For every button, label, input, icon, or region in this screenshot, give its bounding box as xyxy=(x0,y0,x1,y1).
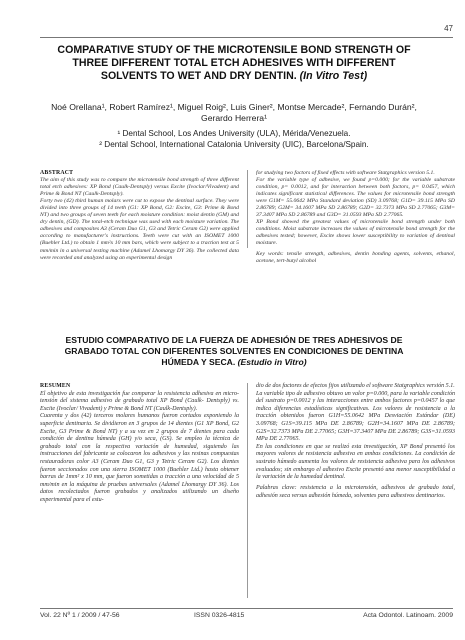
abstract-paragraph: The aim of this study was to compare the microtensile bond strength of three different total etch adhesives: XP Bond (Caulk-Dentsply) versus Excite (Ivoclar/Vivadent) and Prime & Bond NT (Caulk-Dentsply). xyxy=(40,177,239,198)
authors: Noé Orellana¹, Robert Ramírez¹, Miguel Roig², Luis Giner², Montse Mercade², Fernando Durán², Gerardo Herrera¹ xyxy=(51,102,417,123)
english-title-main: COMPARATIVE STUDY OF THE MICROTENSILE BOND STRENGTH OF THREE DIFFERENT TOTAL ETCH ADHESIVES WITH DIFFERENT SOLVENTS TO WET AND DRY DENTIN. xyxy=(57,44,411,82)
spanish-resumen xyxy=(40,383,455,598)
resumen-paragraph: La variable tipo de adhesivo obtuvo un valor p=0.000, para la variable condición del sustrato p=0.0012 y las interacciones entre ambos factores p=0.0457 lo que indica diferencias estadísticas significativas. Los valores de resistencia a la tracción obtenidos fueron G1H=55.0642 MPa Desviación Estándar (DE) 3.09768; G1S=39.115 MPa DE 2.86789; G2H=34.1607 MPa DE 2.86789; G2S=32.7373 MPa DE 2.77065; G3H=37.3407 MPa DE 2.86789; G3S=31.0593 MPa DE 2.77065. xyxy=(256,390,455,443)
palabras-clave: Palabras clave: resistencia a la microtensión, adhesivos de grabado total, adhesión seca versus adhesión húmeda, solventes para adhesivos dentinarios. xyxy=(256,485,455,499)
footer-rule xyxy=(40,608,453,609)
english-title xyxy=(48,44,420,83)
keywords: Key words: tensile strength, adhesives, dentin bonding agents, solvents, ethanol, acetone, tert-butyl alcohol xyxy=(256,251,455,265)
abstract-paragraph: XP Bond showed the greatest values of microtensile bond strength under both conditions. Moist substrate increases the values of microtensile bond strength for the adhesives tested; however, Excite shows lower susceptibility to variation of dentinal moisture. xyxy=(256,219,455,247)
footer-issn: ISSN 0326-4815 xyxy=(194,612,245,619)
affiliation-2: ² Dental School, International Catalonia University (UIC), Barcelona/Spain. xyxy=(99,140,369,149)
affiliations xyxy=(48,128,420,150)
top-rule xyxy=(40,37,453,38)
column-divider xyxy=(247,383,248,598)
footer-journal: Acta Odontol. Latinoam. 2009 xyxy=(363,612,453,619)
english-title-italic: (In Vitro Test) xyxy=(299,70,368,82)
spanish-title xyxy=(48,335,420,368)
resumen-paragraph: El objetivo de esta investigación fue comparar la resistencia adhesiva en micro-tensión del sistema adhesivo de grabado total XP Bond (Caulk- Dentsply) vs. Excite (Ivoclar/ Vivadent) y Prime & Bond NT (Caulk-Dentsply). xyxy=(40,390,239,412)
resumen-paragraph: dio de dos factores de efectos fijos utilizando el software Statgraphics versión 5.1. xyxy=(256,383,455,389)
footer-volume: Vol. 22 Nº 1 / 2009 / 47-56 xyxy=(40,612,120,619)
spanish-title-main: ESTUDIO COMPARATIVO DE LA FUERZA DE ADHESIÓN DE TRES ADHESIVOS DE GRABADO TOTAL CON DIFERENTES SOLVENTES EN CONDICIONES DE DENTINA HÚMEDA Y SECA. xyxy=(64,335,404,367)
abstract-right-column xyxy=(256,170,455,265)
abstract-paragraph: For the variable type of adhesive, we found p=0.000; for the variable substrate condition, p= 0.0012, and for interaction between both factors, p= 0.0457, which indicates significant statistical differences. The values for microtensile bond strength were G1M= 55.0642 MPa Standard deviation (SD) 3.09768; G1D= 39.115 MPa SD 2.86789; G2M= 34.1607 MPa SD 2.86789; G2D= 32.7373 MPa SD 2.77065; G3M= 37.3407 MPa SD 2.86789 and G3D= 31.0593 MPa SD 2.77065. xyxy=(256,177,455,219)
spanish-title-italic: (Estudio in Vitro) xyxy=(237,357,307,367)
page-number: 47 xyxy=(444,24,453,33)
abstract-left-column xyxy=(40,170,239,262)
affiliation-1: ¹ Dental School, Los Andes University (ULA), Mérida/Venezuela. xyxy=(117,129,351,138)
column-divider xyxy=(247,170,248,248)
resumen-heading: RESUMEN xyxy=(40,383,71,389)
abstract-paragraph: for studying two factors of fixed effects with software Statgraphics version 5.1. xyxy=(256,170,435,176)
resumen-right-column xyxy=(256,383,455,500)
resumen-left-column xyxy=(40,383,239,505)
resumen-paragraph: En las condiciones en que se realizó esta investigación, XP Bond presentó los mayores valores de resistencia adhesiva en ambas condiciones. La condición de sustrato húmedo aumenta los valores de resistencia adhesiva para los adhesivos evaluados; sin embargo el adhesivo Excite presentó una menor susceptibilidad a la variación de la humedad dentinal. xyxy=(256,443,455,481)
abstract-heading: ABSTRACT xyxy=(40,170,74,176)
resumen-paragraph: Cuarenta y dos (42) terceros molares humanos fueron cortados exponiendo la superficie dentinaria. Se dividieron en 3 grupos de 14 dientes (G1 XP Bond, G2 Excite, G3 Prime & Bond NT) y a su vez en 2 grupos de 7 dientes para cada condición de dentina húmeda (GH) y/o seca, (GS). Se empleo la técnica de grabado total con la respectiva variación de humedad, siguiendo las instrucciones del fabricante se colocaron los adhesivos y las resinas compuestas restauradoras color A3 (Ceram Duo G1, G3 y Tetric Ceram G2). Los dientes fueron seccionados con una sierra ISOMET 1000 (Buehler Ltd.) hasta obtener barras de 1mm² x 10 mm, que fueron sometidas a tracción a una velocidad de 5 mm/min en la máquina de pruebas universales (Adamel Lhomargy DY 36). Los datos recolectados fueron grabados y analizados utilizando un diseño experimental para el estu- xyxy=(40,413,239,503)
english-abstract xyxy=(40,170,455,265)
abstract-paragraph: Forty two (42) third human molars were cut to expose the dentinal surface. They were divided into three groups of 14 teeth (G1: XP Bond, G2: Excite, G3: Prime & Bond NT) and two groups of seven teeth for each moisture condition: moist dentin (GM) and dry dentin, (GD). The total-etch technique was used with each moisture variation. The adhesives and composites A3 (Ceram Duo G1, G3 and Tetric Ceram G2) were applied according to manufacturer's instructions. Teeth were cut with an ISOMET 1000 (Buehler Ltd.) to obtain 1 mm²x 10 mm bars, which were subject to a traction test at 5 mm/min in a universal testing machine (Adamel Lhomargy DY 36). The collected data were recorded and analyzed using an experimental design xyxy=(40,198,239,261)
